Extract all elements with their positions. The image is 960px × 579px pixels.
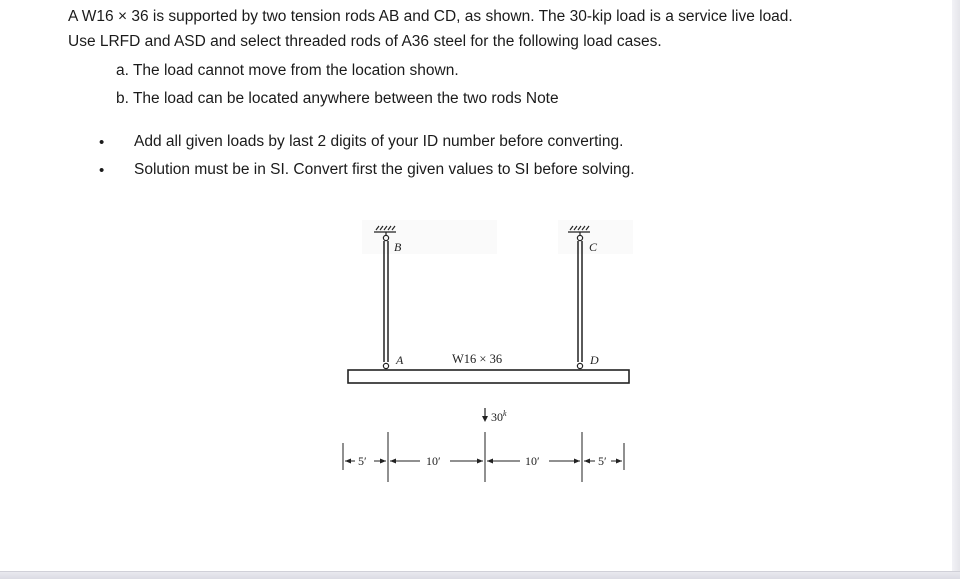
case-b: b. The load can be located anywhere between the two rods Note xyxy=(116,90,559,107)
label-b: B xyxy=(394,240,402,254)
load-label: 30$^k$ xyxy=(491,409,507,424)
pin-d-icon xyxy=(577,363,582,368)
beam-label: W16 × 36 xyxy=(452,352,503,366)
load-arrow-icon xyxy=(482,408,488,422)
label-d: D xyxy=(590,353,599,367)
bullet-2: • xyxy=(99,162,105,179)
dimension-arrows xyxy=(345,459,622,464)
label-a: A xyxy=(396,353,404,367)
pin-a-icon xyxy=(383,363,388,368)
page-edge-right xyxy=(952,0,960,579)
beam xyxy=(348,370,629,383)
label-c: C xyxy=(589,240,598,254)
case-a: a. The load cannot move from the location shown. xyxy=(116,62,459,79)
problem-line-2: Use LRFD and ASD and select threaded rods of A36 steel for the following load cases. xyxy=(68,33,662,50)
dim-label-2: 10′ xyxy=(426,454,441,468)
page-edge-bottom xyxy=(0,571,960,579)
dim-label-4: 5′ xyxy=(598,454,607,468)
note-1: Add all given loads by last 2 digits of your ID number before converting. xyxy=(134,133,624,150)
bullet-1: • xyxy=(99,134,105,151)
problem-line-1: A W16 × 36 is supported by two tension rods AB and CD, as shown. The 30-kip load is a service live load. xyxy=(68,8,793,25)
figure-bg-left xyxy=(362,220,497,254)
note-2: Solution must be in SI. Convert first the given values to SI before solving. xyxy=(134,161,635,178)
dim-label-1: 5′ xyxy=(358,454,367,468)
dim-label-3: 10′ xyxy=(525,454,540,468)
dimension-line xyxy=(343,432,624,482)
